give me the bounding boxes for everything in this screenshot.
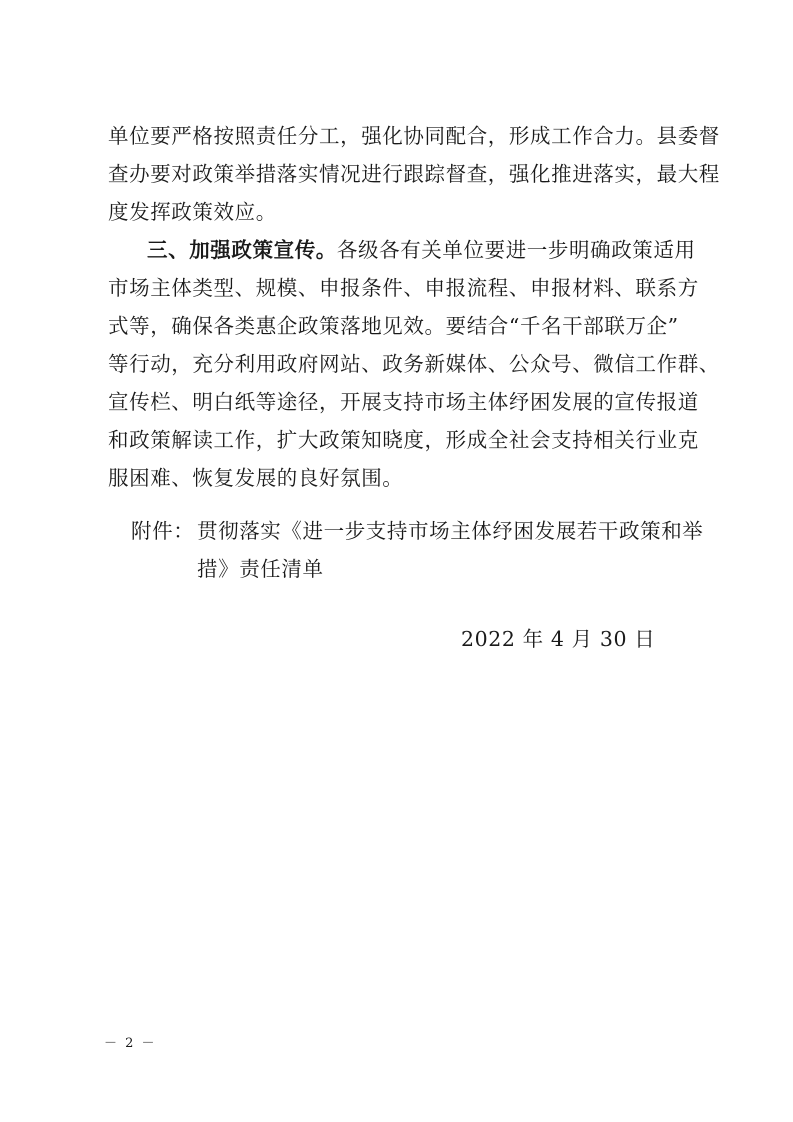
attachment-title-line-1: 贯彻落实《进一步支持市场主体纾困发展若干政策和举 bbox=[197, 519, 704, 543]
paragraph-1-line-2: 查办要对政策举措落实情况进行跟踪督查，强化推进落实，最大程 bbox=[108, 162, 720, 186]
paragraph-2-line-1 bbox=[147, 232, 696, 268]
attachment-title-line-2: 措》责任清单 bbox=[197, 557, 324, 581]
section-heading: 三、加强政策宣传。 bbox=[147, 238, 337, 262]
paragraph-2-line-7: 服困难、恢复发展的良好氛围。 bbox=[108, 466, 404, 490]
document-date: 2022 年 4 月 30 日 bbox=[461, 627, 656, 651]
paragraph-2-line-6: 和政策解读工作，扩大政策知晓度，形成全社会支持相关行业克 bbox=[108, 428, 699, 452]
paragraph-2-line-2: 市场主体类型、规模、申报条件、申报流程、申报材料、联系方 bbox=[108, 276, 699, 300]
paragraph-2-line-5: 宣传栏、明白纸等途径，开展支持市场主体纾困发展的宣传报道 bbox=[108, 390, 699, 414]
paragraph-2-line-1-text: 各级各有关单位要进一步明确政策适用 bbox=[336, 238, 696, 262]
paragraph-1-line-3: 度发挥政策效应。 bbox=[108, 200, 277, 224]
page-number: － 2 － bbox=[104, 1036, 157, 1051]
paragraph-2-line-4: 等行动，充分利用政府网站、政务新媒体、公众号、微信工作群、 bbox=[108, 352, 720, 376]
attachment-label: 附件： bbox=[131, 519, 195, 543]
paragraph-2-line-3: 式等，确保各类惠企政策落地见效。要结合“千名干部联万企” bbox=[108, 314, 679, 338]
paragraph-1-line-1: 单位要严格按照责任分工，强化协同配合，形成工作合力。县委督 bbox=[108, 124, 720, 148]
